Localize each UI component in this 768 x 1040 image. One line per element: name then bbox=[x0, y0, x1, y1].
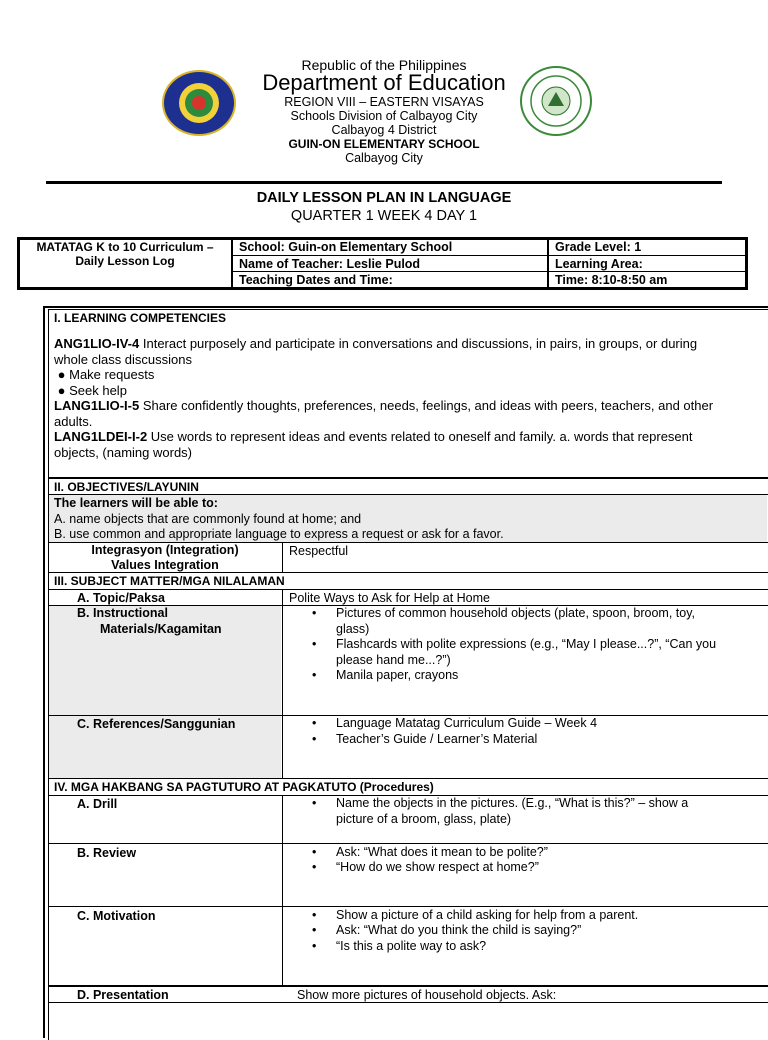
time-field: Time: 8:10-8:50 am bbox=[555, 273, 668, 287]
school-field: School: Guin-on Elementary School bbox=[239, 240, 453, 254]
references-label: C. References/Sanggunian bbox=[77, 717, 236, 731]
review-question-1: • Ask: “What does it mean to be polite?” bbox=[312, 845, 548, 859]
competency-bullet-requests: ● Make requests bbox=[57, 367, 155, 382]
procedures-heading: IV. MGA HAKBANG SA PAGTUTURO AT PAGKATUTO (Procedures) bbox=[54, 780, 434, 794]
learning-area-field: Learning Area: bbox=[555, 257, 643, 271]
subject-matter-heading: III. SUBJECT MATTER/MGA NILALAMAN bbox=[54, 574, 285, 588]
integration-label: Integrasyon (Integration) bbox=[91, 543, 239, 557]
material-pictures: • Pictures of common household objects (plate, spoon, broom, toy, glass) bbox=[312, 606, 695, 636]
competency-2: LANG1LIO-I-5 Share confidently thoughts, preferences, needs, feelings, and ideas with peers, teachers, and other bbox=[54, 398, 714, 413]
competency-3-cont: objects, (naming words) bbox=[54, 444, 192, 460]
review-question-2: • “How do we show respect at home?” bbox=[312, 860, 539, 874]
review-label: B. Review bbox=[77, 846, 137, 860]
materials-label-cont: Materials/Kagamitan bbox=[100, 621, 222, 636]
header-divider bbox=[46, 181, 722, 184]
materials-label: B. Instructional bbox=[77, 606, 168, 620]
quarter-week-day: QUARTER 1 WEEK 4 DAY 1 bbox=[290, 208, 478, 224]
topic-value: Polite Ways to Ask for Help at Home bbox=[289, 591, 491, 605]
reference-curriculum-guide: • Language Matatag Curriculum Guide – Week 4 bbox=[312, 716, 598, 730]
objective-a: A. name objects that are commonly found at home; and bbox=[54, 511, 362, 526]
district-text: Calbayog 4 District bbox=[331, 123, 437, 137]
region-text: REGION VIII – EASTERN VISAYAS bbox=[284, 95, 484, 109]
lesson-plan-title: DAILY LESSON PLAN IN LANGUAGE bbox=[256, 190, 512, 206]
competencies-heading: I. LEARNING COMPETENCIES bbox=[54, 311, 227, 325]
integration-value: Respectful bbox=[289, 544, 349, 558]
drill-label: A. Drill bbox=[77, 797, 118, 811]
motivation-label: C. Motivation bbox=[77, 909, 156, 923]
grade-level-field: Grade Level: 1 bbox=[555, 240, 642, 254]
division-text: Schools Division of Calbayog City bbox=[290, 109, 478, 123]
competency-3: LANG1LDEI-I-2 Use words to represent ideas and events related to oneself and family. a. words that represent bbox=[54, 429, 693, 444]
competency-1-cont: whole class discussions bbox=[54, 351, 193, 367]
teacher-field: Name of Teacher: Leslie Pulod bbox=[239, 257, 421, 271]
drill-activity: • Name the objects in the pictures. (E.g., “What is this?” – show a picture of a broom, glass, plate) bbox=[312, 796, 689, 826]
material-flashcards: • Flashcards with polite expressions (e.g., “May I please...?”, “Can you please hand me...?”) bbox=[312, 637, 717, 667]
republic-text: Republic of the Philippines bbox=[301, 57, 467, 73]
reference-teachers-guide: • Teacher’s Guide / Learner’s Material bbox=[312, 732, 538, 746]
motivation-item-2: • Ask: “What do you think the child is saying?” bbox=[312, 923, 582, 937]
objectives-intro: The learners will be able to: bbox=[54, 496, 218, 510]
school-name: GUIN-ON ELEMENTARY SCHOOL bbox=[288, 137, 480, 151]
competency-2-cont: adults. bbox=[54, 413, 93, 429]
values-integration-label: Values Integration bbox=[111, 558, 219, 572]
objective-b: B. use common and appropriate language to express a request or ask for a favor. bbox=[54, 527, 504, 541]
objectives-heading: II. OBJECTIVES/LAYUNIN bbox=[54, 480, 199, 494]
motivation-item-1: • Show a picture of a child asking for help from a parent. bbox=[312, 908, 639, 922]
presentation-label: D. Presentation bbox=[77, 988, 169, 1002]
presentation-activity: Show more pictures of household objects. Ask: bbox=[297, 988, 557, 1002]
topic-label: A. Topic/Paksa bbox=[77, 591, 165, 605]
material-manila-paper: • Manila paper, crayons bbox=[312, 668, 459, 682]
curriculum-label: MATATAG K to 10 Curriculum – Daily Lesson Log bbox=[36, 240, 214, 268]
department-title: Department of Education bbox=[262, 70, 506, 95]
competency-1: ANG1LIO-IV-4 Interact purposely and participate in conversations and discussions, in pairs, in groups, or during bbox=[54, 336, 698, 351]
motivation-item-3: • “Is this a polite way to ask? bbox=[312, 939, 487, 953]
competency-bullet-help: ● Seek help bbox=[57, 382, 127, 398]
teaching-dates-field: Teaching Dates and Time: bbox=[239, 273, 393, 287]
city-text: Calbayog City bbox=[345, 151, 423, 165]
